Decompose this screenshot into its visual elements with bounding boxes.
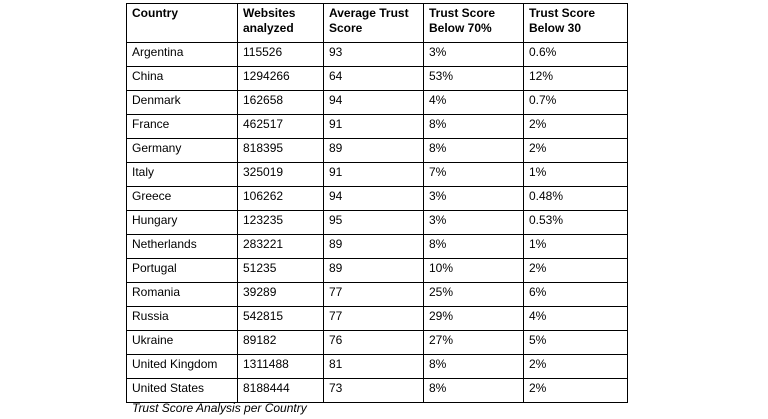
- cell-country: Portugal: [127, 259, 238, 283]
- cell-below-30: 0.53%: [524, 211, 628, 235]
- cell-below-30: 4%: [524, 307, 628, 331]
- cell-websites-analyzed: 115526: [238, 43, 324, 67]
- cell-below-30: 0.6%: [524, 43, 628, 67]
- cell-below-70: 8%: [424, 235, 524, 259]
- cell-country: Italy: [127, 163, 238, 187]
- cell-average-trust-score: 89: [324, 139, 424, 163]
- table-caption: Trust Score Analysis per Country: [132, 401, 307, 415]
- cell-websites-analyzed: 325019: [238, 163, 324, 187]
- cell-below-70: 3%: [424, 211, 524, 235]
- cell-below-70: 53%: [424, 67, 524, 91]
- cell-below-70: 10%: [424, 259, 524, 283]
- cell-average-trust-score: 91: [324, 115, 424, 139]
- cell-average-trust-score: 93: [324, 43, 424, 67]
- cell-websites-analyzed: 542815: [238, 307, 324, 331]
- cell-websites-analyzed: 1294266: [238, 67, 324, 91]
- cell-below-30: 0.7%: [524, 91, 628, 115]
- table-row: [127, 139, 628, 163]
- table-row: [127, 163, 628, 187]
- header-average-trust-score: Average Trust Score: [324, 4, 424, 43]
- cell-country: Ukraine: [127, 331, 238, 355]
- cell-average-trust-score: 77: [324, 307, 424, 331]
- cell-country: Hungary: [127, 211, 238, 235]
- table-row: [127, 331, 628, 355]
- cell-below-70: 8%: [424, 355, 524, 379]
- table-row: [127, 43, 628, 67]
- cell-websites-analyzed: 89182: [238, 331, 324, 355]
- cell-below-70: 27%: [424, 331, 524, 355]
- cell-below-70: 3%: [424, 187, 524, 211]
- cell-average-trust-score: 76: [324, 331, 424, 355]
- trust-score-table: [126, 3, 628, 403]
- cell-below-70: 4%: [424, 91, 524, 115]
- cell-websites-analyzed: 106262: [238, 187, 324, 211]
- cell-country: France: [127, 115, 238, 139]
- cell-country: Greece: [127, 187, 238, 211]
- table-body: [127, 43, 628, 403]
- cell-country: Romania: [127, 283, 238, 307]
- cell-average-trust-score: 77: [324, 283, 424, 307]
- cell-websites-analyzed: 462517: [238, 115, 324, 139]
- cell-average-trust-score: 94: [324, 187, 424, 211]
- cell-country: Denmark: [127, 91, 238, 115]
- table-row: [127, 307, 628, 331]
- cell-websites-analyzed: 8188444: [238, 379, 324, 403]
- cell-below-30: 1%: [524, 235, 628, 259]
- cell-below-30: 2%: [524, 139, 628, 163]
- cell-websites-analyzed: 1311488: [238, 355, 324, 379]
- cell-average-trust-score: 91: [324, 163, 424, 187]
- cell-country: United States: [127, 379, 238, 403]
- cell-average-trust-score: 89: [324, 235, 424, 259]
- cell-websites-analyzed: 39289: [238, 283, 324, 307]
- cell-average-trust-score: 64: [324, 67, 424, 91]
- cell-country: Netherlands: [127, 235, 238, 259]
- cell-country: China: [127, 67, 238, 91]
- table-row: [127, 355, 628, 379]
- cell-below-70: 8%: [424, 139, 524, 163]
- table-row: [127, 235, 628, 259]
- cell-average-trust-score: 95: [324, 211, 424, 235]
- cell-country: Argentina: [127, 43, 238, 67]
- cell-below-70: 29%: [424, 307, 524, 331]
- cell-average-trust-score: 81: [324, 355, 424, 379]
- cell-below-70: 7%: [424, 163, 524, 187]
- cell-average-trust-score: 89: [324, 259, 424, 283]
- header-row: [127, 4, 628, 43]
- table-row: [127, 211, 628, 235]
- cell-average-trust-score: 94: [324, 91, 424, 115]
- cell-below-70: 25%: [424, 283, 524, 307]
- table-row: [127, 283, 628, 307]
- cell-below-70: 8%: [424, 115, 524, 139]
- cell-below-30: 2%: [524, 259, 628, 283]
- cell-below-30: 5%: [524, 331, 628, 355]
- cell-below-30: 12%: [524, 67, 628, 91]
- table-row: [127, 91, 628, 115]
- cell-below-30: 2%: [524, 355, 628, 379]
- cell-websites-analyzed: 123235: [238, 211, 324, 235]
- cell-websites-analyzed: 162658: [238, 91, 324, 115]
- table-row: [127, 379, 628, 403]
- table-row: [127, 115, 628, 139]
- cell-websites-analyzed: 51235: [238, 259, 324, 283]
- table-row: [127, 187, 628, 211]
- header-websites-analyzed: Websites analyzed: [238, 4, 324, 43]
- cell-country: Russia: [127, 307, 238, 331]
- cell-below-70: 3%: [424, 43, 524, 67]
- cell-websites-analyzed: 818395: [238, 139, 324, 163]
- header-trust-score-below-30: Trust Score Below 30: [524, 4, 628, 43]
- cell-below-70: 8%: [424, 379, 524, 403]
- cell-country: United Kingdom: [127, 355, 238, 379]
- table-row: [127, 67, 628, 91]
- cell-country: Germany: [127, 139, 238, 163]
- table-row: [127, 259, 628, 283]
- cell-average-trust-score: 73: [324, 379, 424, 403]
- cell-below-30: 2%: [524, 115, 628, 139]
- cell-websites-analyzed: 283221: [238, 235, 324, 259]
- cell-below-30: 1%: [524, 163, 628, 187]
- cell-below-30: 0.48%: [524, 187, 628, 211]
- cell-below-30: 6%: [524, 283, 628, 307]
- header-trust-score-below-70: Trust Score Below 70%: [424, 4, 524, 43]
- cell-below-30: 2%: [524, 379, 628, 403]
- header-country: Country: [127, 4, 238, 43]
